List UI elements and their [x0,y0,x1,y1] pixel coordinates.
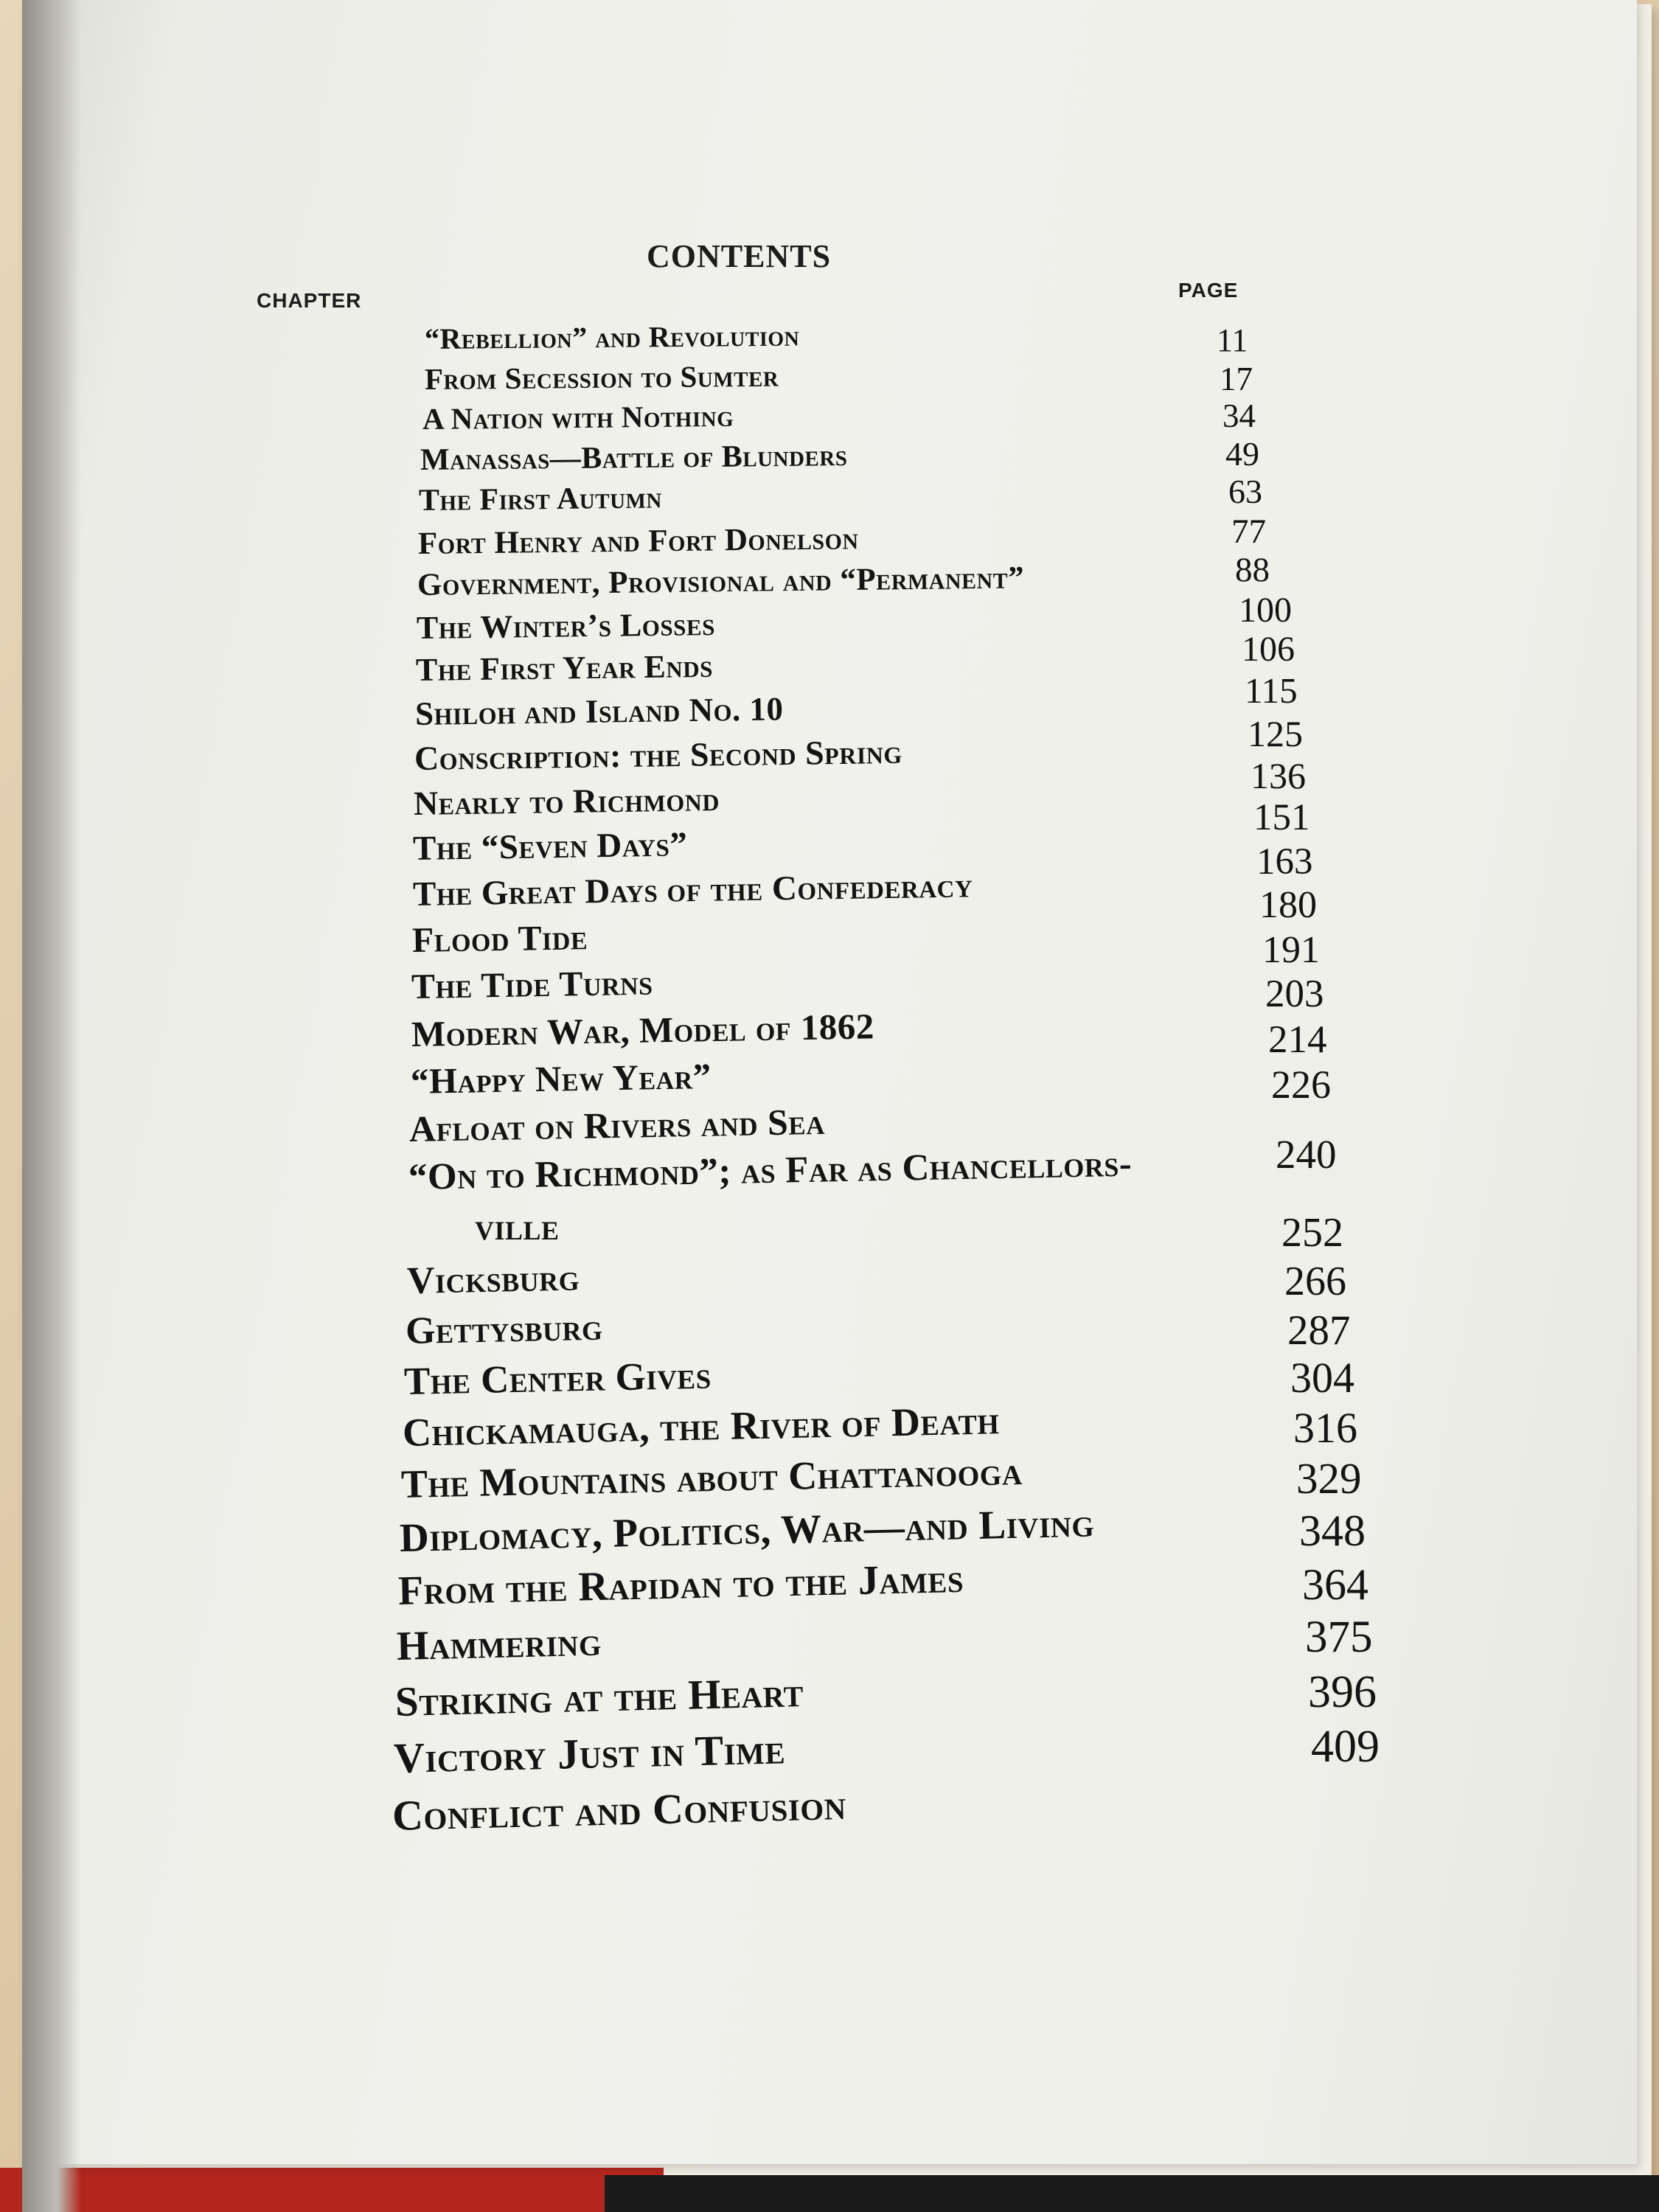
page-number: 304 [1290,1354,1354,1402]
page-number: 396 [1308,1667,1377,1717]
chapter-title: The Tide Turns [411,963,653,1006]
page-number: 252 [1281,1210,1343,1256]
contents-heading: CONTENTS [647,238,832,274]
page-number: 348 [1299,1506,1366,1555]
chapter-title: Fort Henry and Fort Donelson [417,521,859,561]
page-number: 125 [1248,713,1303,754]
chapter-title: Manassas—Battle of Blunders [420,439,848,477]
chapter-title: From the Rapidan to the James [397,1555,964,1614]
page-number: 88 [1235,551,1270,589]
page-number: 409 [1311,1722,1380,1772]
page-number: 191 [1262,929,1320,971]
chapter-title: “On to Richmond”; as Far as Chancellors- [408,1143,1133,1198]
chapter-title: Conflict and Confusion [392,1780,847,1840]
chapter-title: Modern War, Model of 1862 [411,1006,875,1054]
page-number: 11 [1217,322,1248,358]
chapter-title: Shiloh and Island No. 10 [414,690,784,732]
page-number: 136 [1251,755,1306,796]
chapter-title: The “Seven Days” [412,825,688,868]
page-number: 34 [1222,397,1256,434]
book-cover-dark [605,2175,1659,2212]
book-cover-red [0,2168,664,2212]
chapter-title: Government, Provisional and “Permanent” [417,560,1025,602]
chapter-title: “Rebellion” and Revolution [424,319,800,355]
chapter-title: Victory Just in Time [393,1725,786,1782]
page-number: 214 [1268,1018,1327,1061]
chapter-title: Diplomacy, Politics, War—and Living [399,1500,1095,1560]
chapter-title: The First Autumn [418,481,663,518]
page-number: 180 [1259,884,1317,926]
page-number: 375 [1305,1613,1373,1662]
chapter-column-label: CHAPTER [257,289,362,312]
chapter-title: Conscription: the Second Spring [414,732,903,777]
chapter-title: Nearly to Richmond [413,779,720,822]
page-number: 226 [1271,1062,1331,1107]
book-page [22,0,1637,2164]
chapter-title: Afloat on Rivers and Sea [408,1100,826,1150]
page-number: 106 [1242,630,1295,669]
chapter-title: “Happy New Year” [410,1055,712,1102]
chapter-title: The Great Days of the Confederacy [412,866,973,914]
chapter-title: Chickamauga, the River of Death [402,1398,1000,1455]
chapter-title: The Mountains about Chattanooga [400,1449,1023,1506]
chapter-title: A Nation with Nothing [422,398,734,436]
chapter-title: Hammering [396,1618,602,1669]
chapter-title-continuation: ville [475,1207,560,1248]
page-number: 203 [1265,973,1324,1015]
page-number: 240 [1276,1132,1337,1177]
page-number: 151 [1253,797,1310,838]
chapter-title: The Center Gives [403,1354,712,1403]
page-number: 17 [1220,361,1253,397]
chapter-title: Gettysburg [405,1306,604,1352]
chapter-title: From Secession to Sumter [424,358,779,396]
page-number: 266 [1284,1259,1346,1304]
page-number: 63 [1228,473,1262,510]
page-number: 163 [1256,841,1313,883]
chapter-title: The Winter’s Losses [416,605,716,646]
spine-shadow [22,0,81,2212]
page-number: 115 [1245,670,1298,711]
page-number: 329 [1296,1454,1362,1503]
page-column-label: PAGE [1178,279,1239,302]
page-number: 364 [1302,1560,1368,1609]
chapter-title: Vicksburg [406,1256,580,1302]
page-number: 77 [1231,512,1266,551]
page-number: 49 [1225,435,1259,473]
chapter-title: The First Year Ends [415,647,714,688]
chapter-title: Striking at the Heart [394,1669,804,1725]
page-number: 100 [1239,591,1292,630]
page-number: 287 [1287,1307,1351,1354]
page-number: 316 [1293,1404,1357,1452]
chapter-title: Flood Tide [411,918,588,960]
